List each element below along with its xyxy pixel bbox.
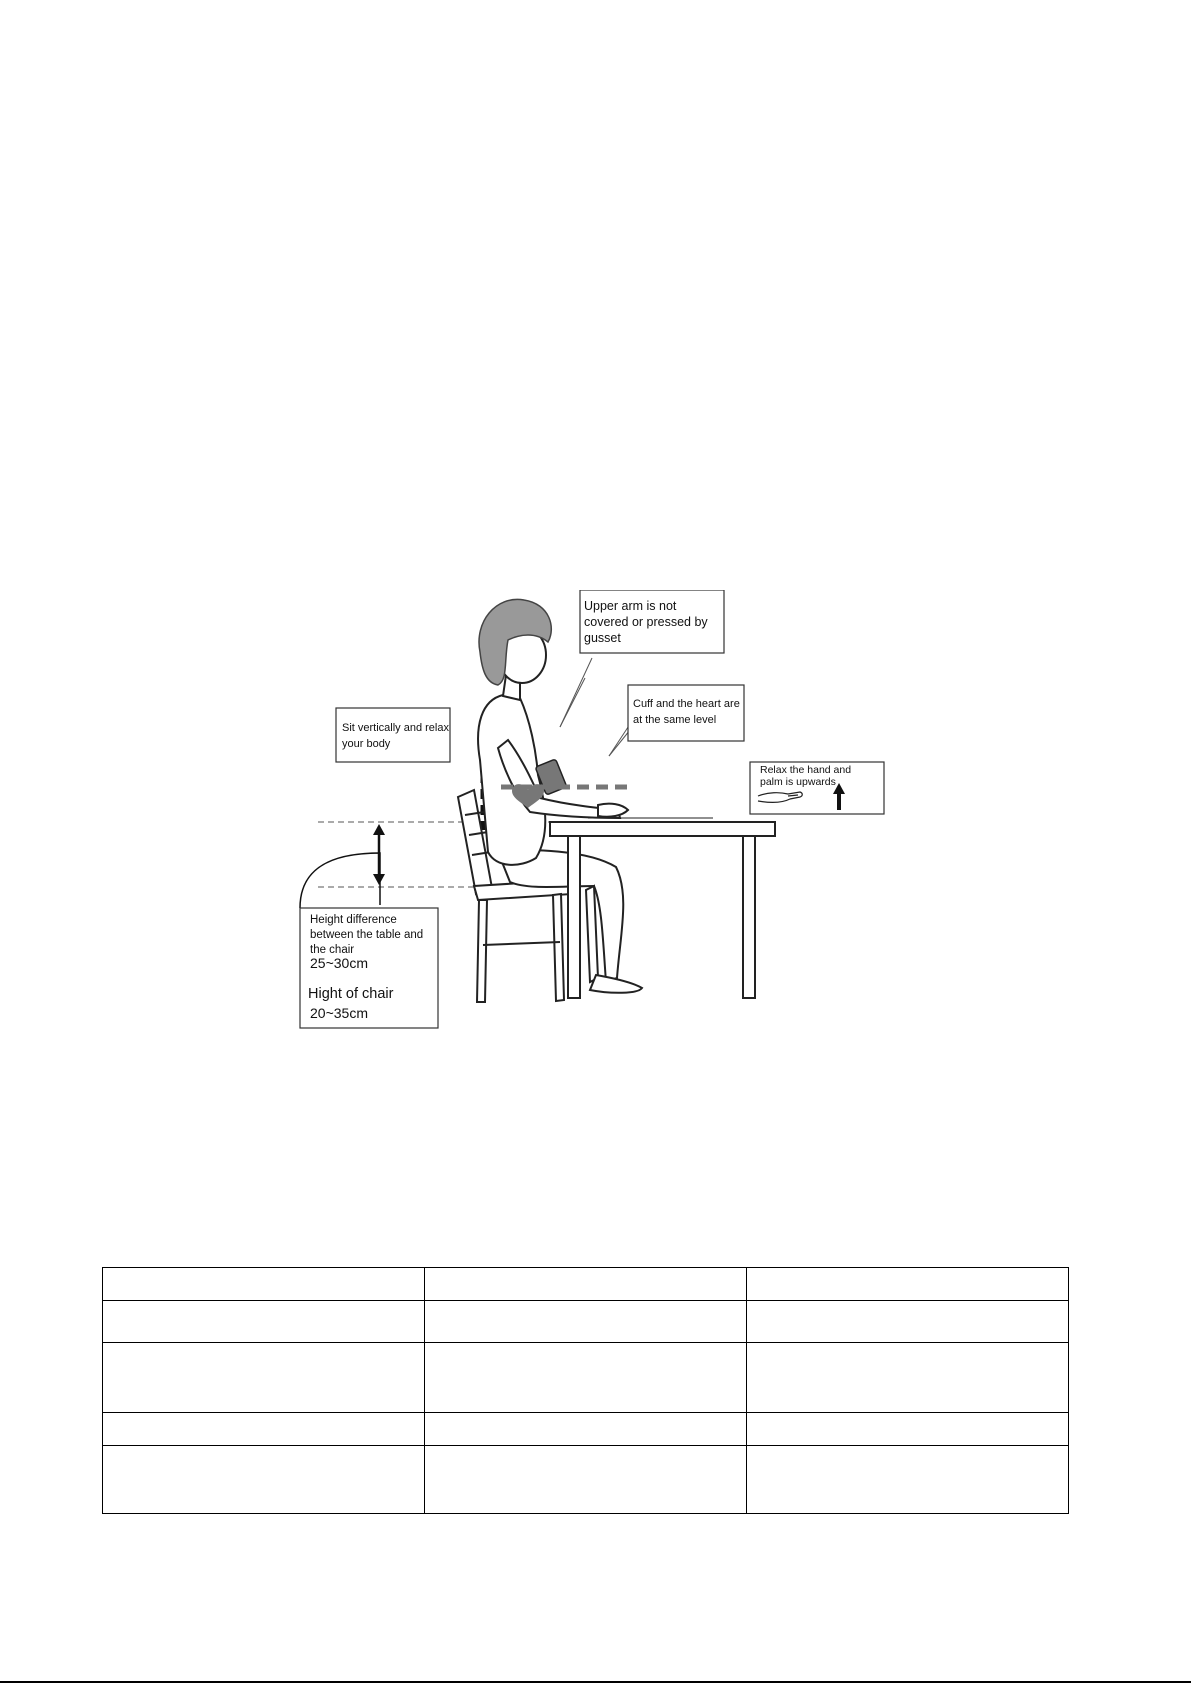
callout-upper-arm-line-3: gusset [584, 631, 621, 645]
callout-relax-hand [750, 762, 884, 814]
callout-sit-vertically-line-2: your body [342, 738, 391, 750]
table-drawing [550, 818, 775, 998]
table-cell [425, 1343, 747, 1413]
table-row [103, 1343, 1069, 1413]
table-cell [425, 1301, 747, 1343]
table-cell [747, 1413, 1069, 1446]
footer-rule [0, 1681, 1191, 1683]
table-row [103, 1446, 1069, 1514]
upper-arm-pointer-2 [560, 678, 585, 727]
table-cell [747, 1446, 1069, 1514]
table-cell [103, 1413, 425, 1446]
callout-upper-arm-line-2: covered or pressed by [584, 615, 708, 629]
table-cell [103, 1301, 425, 1343]
callout-upper-arm [580, 590, 724, 653]
table-cell [747, 1268, 1069, 1301]
table-cell [425, 1268, 747, 1301]
callout-cuff-heart [628, 685, 744, 741]
table-cell [747, 1343, 1069, 1413]
chair-height-value: 20~35cm [310, 1005, 368, 1021]
callout-height [300, 908, 438, 1028]
table-cell [425, 1446, 747, 1514]
posture-illustration [298, 590, 894, 1032]
table-row [103, 1301, 1069, 1343]
table-cell [103, 1446, 425, 1514]
cuff-heart-pointer-2 [609, 730, 630, 756]
callout-relax-hand-line-2: palm is upwards [760, 776, 836, 788]
table-row [103, 1268, 1069, 1301]
chair-height-label: Hight of chair [308, 986, 394, 1002]
callout-height-line-3: the chair [310, 944, 355, 956]
height-difference-value: 25~30cm [310, 955, 368, 971]
blank-table [102, 1267, 1069, 1514]
table-cell [747, 1301, 1069, 1343]
callout-relax-hand-line-1: Relax the hand and [760, 764, 852, 776]
callout-sit-vertically [336, 708, 450, 762]
table-cell [425, 1413, 747, 1446]
table-cell [103, 1343, 425, 1413]
chair-height-bracket [300, 853, 380, 908]
table-cell [103, 1268, 425, 1301]
callout-cuff-heart-line-2: at the same level [633, 714, 717, 726]
callout-cuff-heart-line-1: Cuff and the heart are [633, 698, 740, 710]
callout-height-line-2: between the table and [310, 929, 424, 941]
callout-height-line-1: Height difference [310, 914, 397, 926]
callout-sit-vertically-line-1: Sit vertically and relax [342, 722, 449, 734]
height-arrow-icon [373, 824, 385, 885]
table-row [103, 1413, 1069, 1446]
callout-upper-arm-line-1: Upper arm is not [584, 599, 677, 613]
